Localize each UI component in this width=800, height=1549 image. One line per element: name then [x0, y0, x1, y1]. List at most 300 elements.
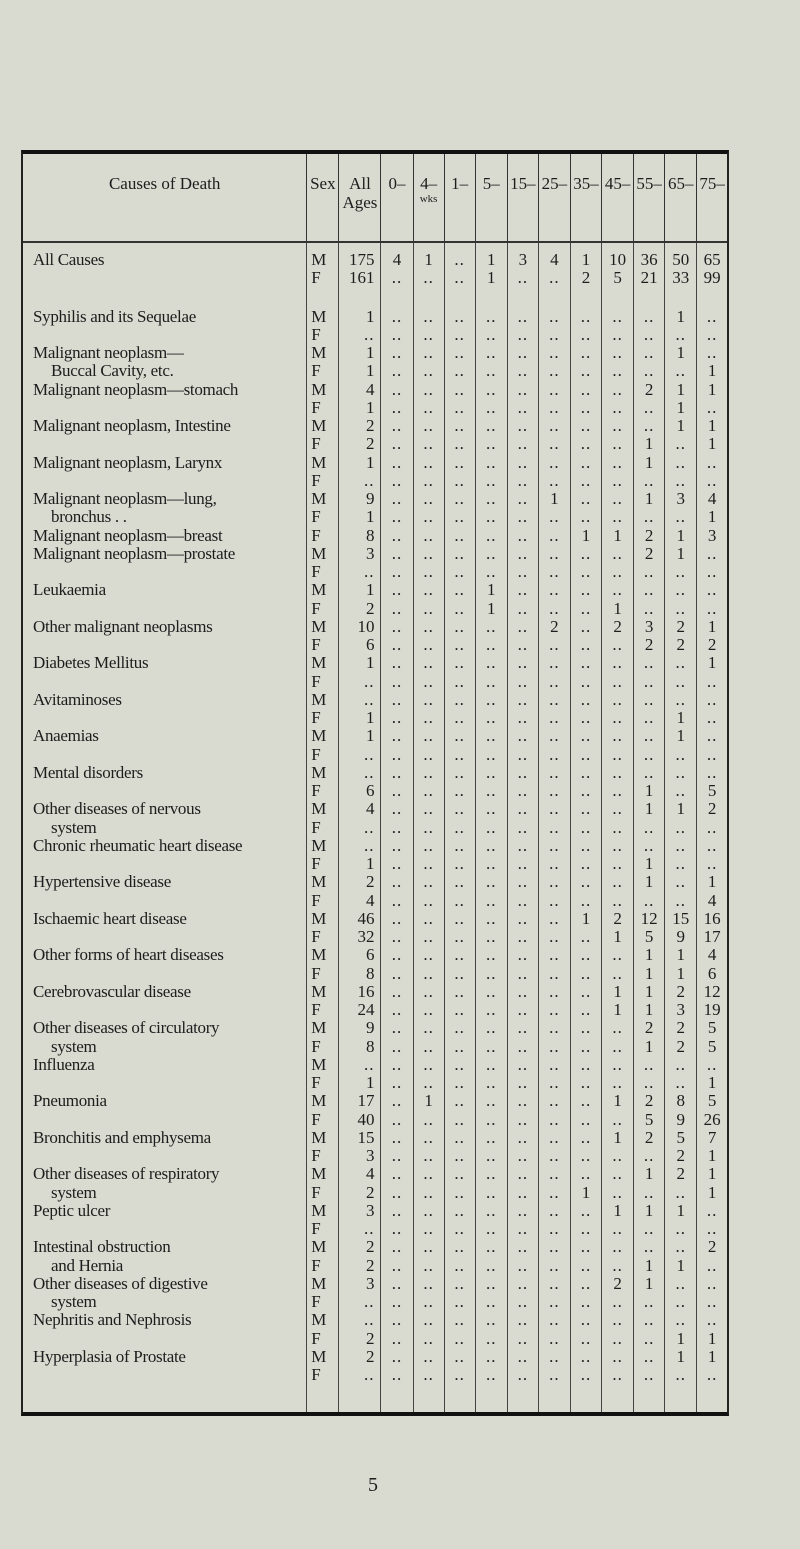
- age-group-cell: ..: [507, 873, 538, 891]
- age-group-cell: ..: [444, 344, 475, 362]
- age-group-cell: ..: [634, 326, 665, 344]
- age-group-cell: ..: [507, 399, 538, 417]
- age-group-cell: ..: [665, 873, 697, 891]
- age-group-cell: ..: [381, 508, 413, 526]
- age-group-cell: ..: [538, 673, 570, 691]
- age-group-cell: ..: [697, 581, 727, 599]
- age-group-cell: ..: [507, 709, 538, 727]
- table-row: [23, 1019, 727, 1037]
- table-row: [23, 654, 727, 672]
- age-group-cell: ..: [413, 490, 444, 508]
- age-group-cell: ..: [570, 782, 601, 800]
- sex-cell: M: [307, 1238, 339, 1256]
- age-group-cell: 3: [507, 242, 538, 269]
- age-group-cell: ..: [602, 1330, 634, 1348]
- age-group-cell: ..: [507, 417, 538, 435]
- age-group-cell: ..: [538, 1074, 570, 1092]
- age-group-cell: ..: [507, 727, 538, 745]
- age-group-cell: ..: [381, 1129, 413, 1147]
- age-group-cell: ..: [665, 326, 697, 344]
- age-group-cell: ..: [538, 344, 570, 362]
- age-group-cell: ..: [507, 1001, 538, 1019]
- age-group-cell: ..: [507, 800, 538, 818]
- age-group-cell: 1: [570, 242, 601, 269]
- age-group-cell: ..: [381, 1074, 413, 1092]
- age-group-cell: ..: [665, 472, 697, 490]
- age-group-cell: ..: [444, 892, 475, 910]
- age-group-cell: ..: [507, 1092, 538, 1110]
- all-ages-cell: 2: [339, 1184, 381, 1202]
- age-group-cell: ..: [570, 1202, 601, 1220]
- age-group-cell: ..: [413, 1275, 444, 1293]
- age-group-cell: 1: [602, 600, 634, 618]
- table-row: [23, 618, 727, 636]
- age-group-cell: 1: [602, 928, 634, 946]
- age-group-cell: ..: [475, 545, 507, 563]
- age-group-cell: ..: [570, 983, 601, 1001]
- age-group-cell: ..: [381, 1056, 413, 1074]
- table-row: [23, 1275, 727, 1293]
- age-group-cell: ..: [634, 1293, 665, 1311]
- age-group-cell: ..: [602, 1311, 634, 1329]
- age-group-cell: ..: [444, 873, 475, 891]
- age-group-cell: ..: [475, 362, 507, 380]
- age-group-cell: ..: [475, 819, 507, 837]
- age-group-cell: ..: [570, 1311, 601, 1329]
- age-group-cell: ..: [602, 965, 634, 983]
- age-group-cell: ..: [570, 1092, 601, 1110]
- age-group-cell: ..: [634, 1348, 665, 1366]
- age-group-cell: ..: [444, 1257, 475, 1275]
- age-group-cell: ..: [381, 399, 413, 417]
- age-group-cell: ..: [444, 800, 475, 818]
- sex-cell: M: [307, 545, 339, 563]
- age-group-cell: ..: [570, 946, 601, 964]
- all-ages-cell: 46: [339, 910, 381, 928]
- sex-cell: M: [307, 1019, 339, 1037]
- age-group-cell: ..: [381, 1275, 413, 1293]
- age-group-cell: ..: [570, 545, 601, 563]
- header-sex-label: Sex: [310, 174, 336, 193]
- age-group-cell: ..: [444, 928, 475, 946]
- sex-cell: [307, 288, 339, 308]
- age-group-cell: 4: [381, 242, 413, 269]
- age-group-cell: ..: [444, 709, 475, 727]
- age-group-cell: ..: [444, 1348, 475, 1366]
- age-group-cell: ..: [444, 326, 475, 344]
- age-group-cell: 2: [634, 545, 665, 563]
- sex-cell: F: [307, 1111, 339, 1129]
- age-group-cell: ..: [570, 654, 601, 672]
- age-group-cell: ..: [538, 1311, 570, 1329]
- age-group-cell: 1: [602, 1001, 634, 1019]
- age-group-cell: ..: [381, 435, 413, 453]
- age-group-cell: ..: [570, 381, 601, 399]
- age-group-cell: ..: [697, 1275, 727, 1293]
- age-group-cell: ..: [381, 983, 413, 1001]
- age-group-cell: ..: [413, 910, 444, 928]
- age-group-cell: ..: [475, 1165, 507, 1183]
- age-group-cell: ..: [444, 1001, 475, 1019]
- age-group-cell: ..: [475, 1275, 507, 1293]
- age-group-cell: ..: [381, 855, 413, 873]
- age-group-cell: ..: [538, 417, 570, 435]
- age-group-cell: ..: [507, 308, 538, 326]
- age-group-cell: ..: [444, 1184, 475, 1202]
- all-ages-cell: ..: [339, 1293, 381, 1311]
- age-group-cell: 8: [665, 1092, 697, 1110]
- cause-cell: system: [51, 1183, 97, 1202]
- age-group-cell: 1: [665, 965, 697, 983]
- age-group-cell: ..: [665, 1056, 697, 1074]
- table-row: [23, 1001, 727, 1019]
- age-group-cell: ..: [413, 782, 444, 800]
- table-row: [23, 673, 727, 691]
- all-ages-cell: 32: [339, 928, 381, 946]
- age-group-cell: 2: [602, 618, 634, 636]
- age-group-cell: ..: [697, 764, 727, 782]
- age-group-cell: 2: [665, 618, 697, 636]
- age-group-cell: ..: [444, 454, 475, 472]
- age-group-cell: ..: [475, 1330, 507, 1348]
- age-group-cell: 1: [570, 910, 601, 928]
- age-group-cell: ..: [444, 1056, 475, 1074]
- age-group-cell: 1: [634, 782, 665, 800]
- age-group-cell: ..: [570, 1165, 601, 1183]
- all-ages-cell: 2: [339, 1330, 381, 1348]
- age-group-cell: ..: [444, 1293, 475, 1311]
- table-row: [23, 636, 727, 654]
- age-group-cell: ..: [602, 545, 634, 563]
- all-ages-cell: 40: [339, 1111, 381, 1129]
- age-group-cell: ..: [697, 1056, 727, 1074]
- age-group-cell: ..: [538, 362, 570, 380]
- age-group-cell: ..: [697, 819, 727, 837]
- age-group-cell: 1: [634, 965, 665, 983]
- age-group-cell: ..: [538, 1129, 570, 1147]
- all-ages-cell: ..: [339, 472, 381, 490]
- age-group-cell: ..: [538, 1348, 570, 1366]
- header-age-label: 0–: [388, 174, 406, 193]
- sex-cell: M: [307, 618, 339, 636]
- all-ages-cell: 10: [339, 618, 381, 636]
- age-group-cell: ..: [634, 1220, 665, 1238]
- age-group-cell: ..: [538, 1202, 570, 1220]
- cause-cell: Other diseases of digestive: [33, 1274, 208, 1293]
- age-group-cell: 1: [634, 454, 665, 472]
- sex-cell: F: [307, 435, 339, 453]
- table-row: [23, 837, 727, 855]
- age-group-cell: ..: [507, 344, 538, 362]
- all-ages-cell: 2: [339, 417, 381, 435]
- age-group-cell: ..: [475, 527, 507, 545]
- age-group-cell: ..: [444, 965, 475, 983]
- age-group-cell: 2: [634, 1092, 665, 1110]
- age-group-cell: 21: [634, 269, 665, 287]
- sex-cell: M: [307, 242, 339, 269]
- sex-cell: F: [307, 782, 339, 800]
- all-ages-cell: ..: [339, 764, 381, 782]
- age-group-cell: ..: [475, 308, 507, 326]
- age-group-cell: ..: [665, 454, 697, 472]
- age-group-cell: ..: [697, 399, 727, 417]
- sex-cell: F: [307, 508, 339, 526]
- age-group-cell: ..: [413, 399, 444, 417]
- age-group-cell: 1: [697, 654, 727, 672]
- age-group-cell: ..: [570, 618, 601, 636]
- sex-cell: F: [307, 709, 339, 727]
- table-row: [23, 545, 727, 563]
- table-row: [23, 362, 727, 380]
- age-group-cell: ..: [602, 1366, 634, 1412]
- age-group-cell: ..: [413, 855, 444, 873]
- sex-cell: M: [307, 344, 339, 362]
- age-group-cell: ..: [697, 709, 727, 727]
- age-group-cell: 2: [538, 618, 570, 636]
- header-age-label: 45–: [604, 174, 631, 193]
- all-ages-cell: ..: [339, 1366, 381, 1412]
- all-ages-cell: 4: [339, 1165, 381, 1183]
- table-row: [23, 873, 727, 891]
- age-group-cell: 1: [697, 1165, 727, 1183]
- sex-cell: M: [307, 454, 339, 472]
- age-group-cell: ..: [507, 326, 538, 344]
- all-ages-cell: ..: [339, 1056, 381, 1074]
- age-group-cell: ..: [381, 800, 413, 818]
- age-group-cell: ..: [475, 1111, 507, 1129]
- age-group-cell: ..: [570, 709, 601, 727]
- table-row: [23, 1056, 727, 1074]
- cause-cell: [23, 1111, 307, 1129]
- age-group-cell: ..: [602, 819, 634, 837]
- age-group-cell: ..: [381, 1293, 413, 1311]
- age-group-cell: ..: [475, 764, 507, 782]
- age-group-cell: ..: [381, 1257, 413, 1275]
- age-group-cell: ..: [634, 746, 665, 764]
- age-group-cell: ..: [538, 399, 570, 417]
- header-age-5: [538, 154, 570, 242]
- all-ages-cell: 8: [339, 965, 381, 983]
- age-group-cell: ..: [538, 837, 570, 855]
- cause-cell: system: [51, 1037, 97, 1056]
- age-group-cell: ..: [665, 1074, 697, 1092]
- age-group-cell: ..: [475, 636, 507, 654]
- header-age-label: 1–: [451, 174, 469, 193]
- age-group-cell: ..: [475, 800, 507, 818]
- age-group-cell: 1: [697, 1184, 727, 1202]
- age-group-cell: 1: [697, 873, 727, 891]
- table-row: [23, 1220, 727, 1238]
- age-group-cell: ..: [413, 1311, 444, 1329]
- all-ages-cell: ..: [339, 673, 381, 691]
- age-group-cell: ..: [381, 1366, 413, 1412]
- sex-cell: F: [307, 819, 339, 837]
- cause-cell: Cerebrovascular disease: [33, 982, 191, 1001]
- cause-cell: [23, 1074, 307, 1092]
- age-group-cell: ..: [570, 1147, 601, 1165]
- age-group-cell: ..: [413, 1257, 444, 1275]
- age-group-cell: ..: [507, 1111, 538, 1129]
- table-row: [23, 527, 727, 545]
- cause-cell: [23, 269, 307, 287]
- all-ages-cell: 4: [339, 381, 381, 399]
- age-group-cell: ..: [475, 454, 507, 472]
- all-ages-cell: 2: [339, 1257, 381, 1275]
- age-group-cell: ..: [475, 1001, 507, 1019]
- age-group-cell: ..: [444, 308, 475, 326]
- age-group-cell: ..: [413, 308, 444, 326]
- all-ages-cell: 175: [339, 242, 381, 269]
- cause-cell: [23, 1220, 307, 1238]
- header-age-10: [697, 154, 727, 242]
- age-group-cell: ..: [444, 1330, 475, 1348]
- age-group-cell: ..: [381, 1019, 413, 1037]
- age-group-cell: 5: [602, 269, 634, 287]
- age-group-cell: ..: [602, 435, 634, 453]
- age-group-cell: ..: [665, 1366, 697, 1412]
- age-group-cell: 1: [475, 600, 507, 618]
- age-group-cell: ..: [538, 581, 570, 599]
- age-group-cell: ..: [538, 1147, 570, 1165]
- table-row: [23, 563, 727, 581]
- age-group-cell: ..: [602, 873, 634, 891]
- header-age-4: [507, 154, 538, 242]
- age-group-cell: ..: [538, 1165, 570, 1183]
- age-group-cell: ..: [444, 764, 475, 782]
- age-group-cell: ..: [602, 308, 634, 326]
- age-group-cell: ..: [444, 381, 475, 399]
- age-group-cell: ..: [444, 782, 475, 800]
- age-group-cell: ..: [475, 910, 507, 928]
- age-group-cell: ..: [697, 563, 727, 581]
- table-row: [23, 581, 727, 599]
- cause-cell: Malignant neoplasm, Intestine: [33, 417, 231, 436]
- table-row: [23, 1111, 727, 1129]
- age-group-cell: 4: [697, 946, 727, 964]
- age-group-cell: ..: [665, 1220, 697, 1238]
- table-row: [23, 435, 727, 453]
- age-group-cell: 9: [665, 928, 697, 946]
- age-group-cell: ..: [507, 490, 538, 508]
- age-group-cell: ..: [665, 746, 697, 764]
- age-group-cell: ..: [538, 873, 570, 891]
- age-group-cell: ..: [602, 1056, 634, 1074]
- cause-cell: Hyperplasia of Prostate: [33, 1347, 186, 1366]
- cause-cell: [23, 1001, 307, 1019]
- all-ages-cell: 1: [339, 399, 381, 417]
- table-row: [23, 1038, 727, 1056]
- age-group-cell: ..: [602, 417, 634, 435]
- age-group-cell: 1: [665, 1202, 697, 1220]
- age-group-cell: 2: [697, 1238, 727, 1256]
- cause-cell: [23, 600, 307, 618]
- age-group-cell: [570, 288, 601, 308]
- age-group-cell: ..: [602, 746, 634, 764]
- age-group-cell: ..: [570, 1001, 601, 1019]
- age-group-cell: ..: [570, 873, 601, 891]
- age-group-cell: ..: [634, 1311, 665, 1329]
- age-group-cell: ..: [475, 873, 507, 891]
- age-group-cell: ..: [413, 800, 444, 818]
- table-row: [23, 508, 727, 526]
- sex-cell: F: [307, 600, 339, 618]
- age-group-cell: 1: [697, 1147, 727, 1165]
- age-group-cell: ..: [602, 892, 634, 910]
- age-group-cell: 3: [634, 618, 665, 636]
- table-row: [23, 965, 727, 983]
- age-group-cell: ..: [413, 1184, 444, 1202]
- age-group-cell: 5: [665, 1129, 697, 1147]
- header-age-0: [381, 154, 413, 242]
- age-group-cell: ..: [413, 636, 444, 654]
- cause-cell: [23, 965, 307, 983]
- header-age-6: [570, 154, 601, 242]
- age-group-cell: 2: [665, 1038, 697, 1056]
- age-group-cell: ..: [444, 1092, 475, 1110]
- age-group-cell: ..: [538, 1330, 570, 1348]
- age-group-cell: ..: [634, 508, 665, 526]
- age-group-cell: ..: [538, 545, 570, 563]
- age-group-cell: ..: [475, 435, 507, 453]
- age-group-cell: 1: [665, 1330, 697, 1348]
- all-ages-cell: 1: [339, 308, 381, 326]
- cause-cell: Bronchitis and emphysema: [33, 1128, 211, 1147]
- age-group-cell: ..: [538, 381, 570, 399]
- age-group-cell: 36: [634, 242, 665, 269]
- age-group-cell: ..: [507, 527, 538, 545]
- age-group-cell: ..: [381, 600, 413, 618]
- age-group-cell: 1: [602, 1202, 634, 1220]
- age-group-cell: ..: [507, 983, 538, 1001]
- cause-cell: Malignant neoplasm—prostate: [33, 544, 235, 563]
- age-group-cell: ..: [475, 892, 507, 910]
- age-group-cell: ..: [538, 691, 570, 709]
- age-group-cell: ..: [475, 326, 507, 344]
- age-group-cell: ..: [634, 727, 665, 745]
- age-group-cell: ..: [475, 1293, 507, 1311]
- age-group-cell: ..: [538, 1366, 570, 1412]
- age-group-cell: ..: [602, 362, 634, 380]
- table-header: [23, 154, 727, 242]
- sex-cell: M: [307, 800, 339, 818]
- age-group-cell: ..: [570, 1293, 601, 1311]
- cause-cell: Chronic rheumatic heart disease: [33, 836, 243, 855]
- sex-cell: F: [307, 1147, 339, 1165]
- age-group-cell: ..: [444, 636, 475, 654]
- age-group-cell: ..: [570, 1111, 601, 1129]
- sex-cell: M: [307, 983, 339, 1001]
- age-group-cell: 2: [602, 910, 634, 928]
- age-group-cell: ..: [475, 727, 507, 745]
- age-group-cell: [602, 288, 634, 308]
- sex-cell: M: [307, 654, 339, 672]
- age-group-cell: ..: [475, 381, 507, 399]
- age-group-cell: ..: [507, 1366, 538, 1412]
- age-group-cell: ..: [381, 1220, 413, 1238]
- cause-cell: [23, 1330, 307, 1348]
- age-group-cell: 1: [697, 381, 727, 399]
- cause-cell: Other diseases of respiratory: [33, 1165, 220, 1184]
- age-group-cell: [444, 288, 475, 308]
- all-ages-cell: ..: [339, 837, 381, 855]
- age-group-cell: 1: [634, 490, 665, 508]
- age-group-cell: ..: [475, 1038, 507, 1056]
- age-group-cell: ..: [665, 1184, 697, 1202]
- age-group-cell: ..: [475, 928, 507, 946]
- age-group-cell: ..: [697, 673, 727, 691]
- age-group-cell: 1: [570, 527, 601, 545]
- age-group-cell: ..: [381, 454, 413, 472]
